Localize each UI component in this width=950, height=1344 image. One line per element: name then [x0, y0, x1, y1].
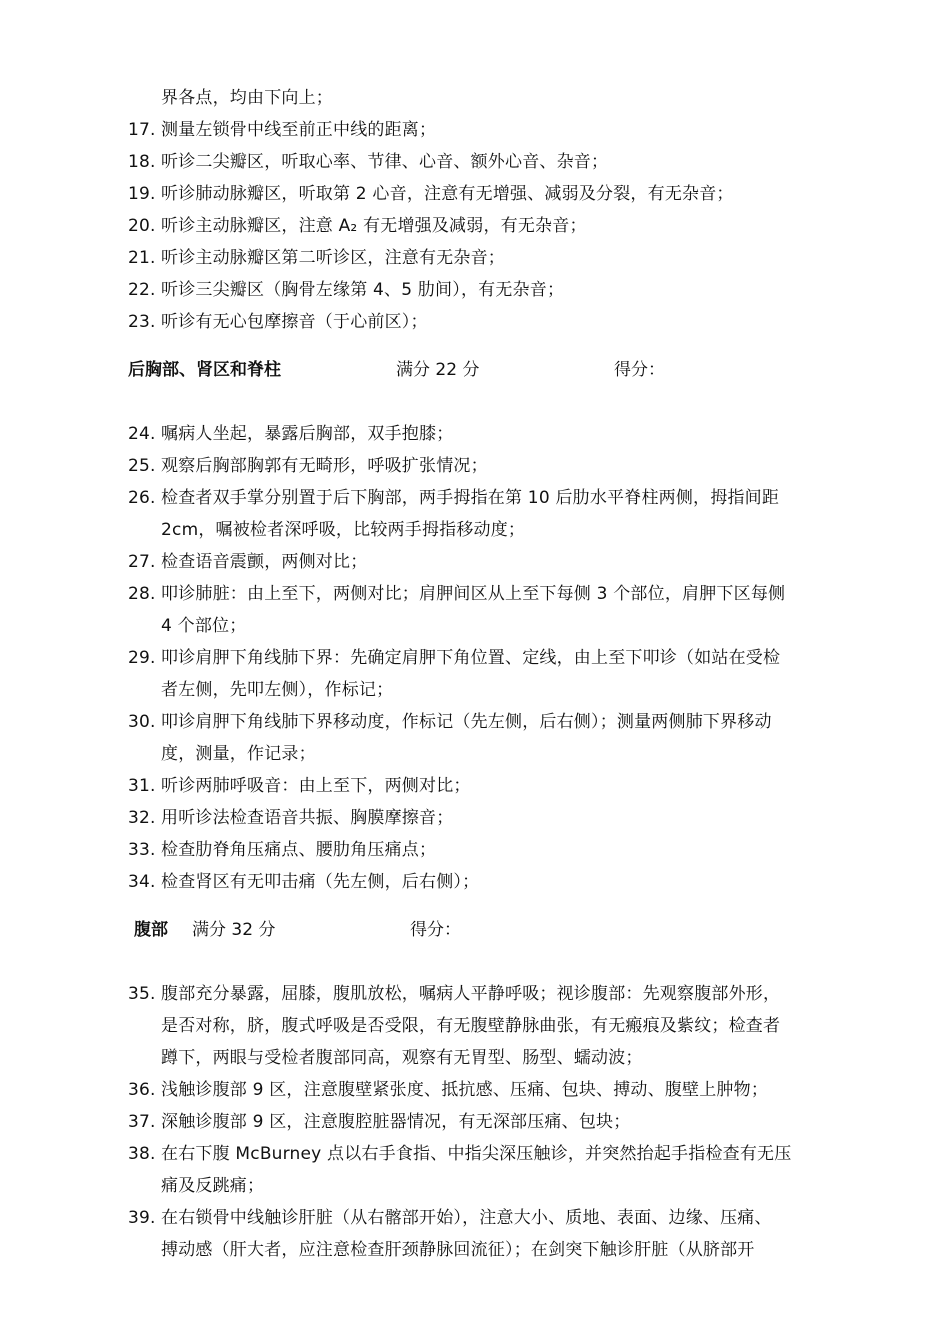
- item-text-line: 检查肾区有无叩击痛（先左侧，后右侧）；: [161, 872, 480, 892]
- item-text-line: 听诊肺动脉瓣区，听取第 2 心音，注意有无增强、减弱及分裂，有无杂音；: [161, 184, 734, 204]
- item-text-line: 检查者双手掌分别置于后下胸部，两手拇指在第 10 后肋水平脊柱两侧，拇指间距: [161, 488, 780, 508]
- item-number: 20.: [128, 216, 156, 236]
- item-number: 19.: [128, 184, 156, 204]
- item-text-line: 听诊二尖瓣区，听取心率、节律、心音、额外心音、杂音；: [161, 152, 609, 172]
- item-number: 32.: [128, 808, 156, 828]
- item-number: 18.: [128, 152, 156, 172]
- section-title: 后胸部、肾区和脊柱: [128, 360, 281, 380]
- item-text-line: 观察后胸部胸郭有无畸形，呼吸扩张情况；: [161, 456, 488, 476]
- section-score-label: 得分：: [410, 920, 461, 940]
- top-continuation-text: 界各点，均由下向上；: [161, 88, 333, 108]
- item-number: 28.: [128, 584, 156, 604]
- item-text-line: 浅触诊腹部 9 区，注意腹壁紧张度、抵抗感、压痛、包块、搏动、腹壁上肿物；: [161, 1080, 769, 1100]
- item-text-line: 嘱病人坐起，暴露后胸部，双手抱膝；: [161, 424, 454, 444]
- item-text-line: 检查肋脊角压痛点、腰肋角压痛点；: [161, 840, 437, 860]
- item-text-line: 痛及反跳痛；: [161, 1176, 265, 1196]
- item-text-line: 用听诊法检查语音共振、胸膜摩擦音；: [161, 808, 454, 828]
- section-full-score: 满分 32 分: [192, 920, 276, 940]
- item-text-line: 深触诊腹部 9 区，注意腹腔脏器情况，有无深部压痛、包块；: [161, 1112, 631, 1132]
- item-number: 29.: [128, 648, 156, 668]
- item-number: 37.: [128, 1112, 156, 1132]
- section-header-back: [128, 354, 852, 386]
- section-header-abdomen: [134, 914, 852, 946]
- item-text-line: 腹部充分暴露，屈膝，腹肌放松，嘱病人平静呼吸；视诊腹部：先观察腹部外形，: [161, 984, 781, 1004]
- item-number: 22.: [128, 280, 156, 300]
- item-text-line: 4 个部位；: [161, 616, 247, 636]
- section-full-score: 满分 22 分: [396, 360, 480, 380]
- item-text-line: 听诊三尖瓣区（胸骨左缘第 4、5 肋间），有无杂音；: [161, 280, 565, 300]
- item-text-line: 检查语音震颤，两侧对比；: [161, 552, 368, 572]
- item-number: 36.: [128, 1080, 156, 1100]
- item-number: 26.: [128, 488, 156, 508]
- item-text-line: 在右下腹 McBurney 点以右手食指、中指尖深压触诊，并突然抬起手指检查有无压: [161, 1144, 792, 1164]
- item-number: 27.: [128, 552, 156, 572]
- item-text-line: 2cm，嘱被检者深呼吸，比较两手拇指移动度；: [161, 520, 526, 540]
- item-text-line: 在右锁骨中线触诊肝脏（从右髂部开始），注意大小、质地、表面、边缘、压痛、: [161, 1208, 772, 1228]
- item-text-line: 叩诊肩胛下角线肺下界：先确定肩胛下角位置、定线，由上至下叩诊（如站在受检: [161, 648, 781, 668]
- item-text-line: 测量左锁骨中线至前正中线的距离；: [161, 120, 437, 140]
- item-text-line: 蹲下，两眼与受检者腹部同高，观察有无胃型、肠型、蠕动波；: [161, 1048, 643, 1068]
- item-number: 38.: [128, 1144, 156, 1164]
- item-text-line: 叩诊肺脏：由上至下，两侧对比；肩胛间区从上至下每侧 3 个部位，肩胛下区每侧: [161, 584, 786, 604]
- item-number: 17.: [128, 120, 156, 140]
- item-number: 30.: [128, 712, 156, 732]
- item-text-line: 听诊主动脉瓣区，注意 A₂ 有无增强及减弱，有无杂音；: [161, 216, 587, 236]
- item-number: 23.: [128, 312, 156, 332]
- item-number: 34.: [128, 872, 156, 892]
- item-number: 33.: [128, 840, 156, 860]
- item-text-line: 是否对称，脐，腹式呼吸是否受限，有无腹壁静脉曲张，有无瘢痕及紫纹；检查者: [161, 1016, 781, 1036]
- item-number: 21.: [128, 248, 156, 268]
- item-text-line: 叩诊肩胛下角线肺下界移动度，作标记（先左侧，后右侧）；测量两侧肺下界移动: [161, 712, 772, 732]
- item-text-line: 听诊主动脉瓣区第二听诊区，注意有无杂音；: [161, 248, 505, 268]
- section-title: 腹部: [134, 920, 168, 940]
- item-text-line: 者左侧，先叩左侧），作标记；: [161, 680, 394, 700]
- item-text-line: 度，测量，作记录；: [161, 744, 316, 764]
- item-number: 25.: [128, 456, 156, 476]
- item-number: 39.: [128, 1208, 156, 1228]
- item-text-line: 听诊两肺呼吸音：由上至下，两侧对比；: [161, 776, 471, 796]
- item-number: 31.: [128, 776, 156, 796]
- section-score-label: 得分：: [614, 360, 665, 380]
- item-text-line: 听诊有无心包摩擦音（于心前区）；: [161, 312, 428, 332]
- item-number: 24.: [128, 424, 156, 444]
- item-number: 35.: [128, 984, 156, 1004]
- item-text-line: 搏动感（肝大者，应注意检查肝颈静脉回流征）；在剑突下触诊肝脏（从脐部开: [161, 1240, 755, 1260]
